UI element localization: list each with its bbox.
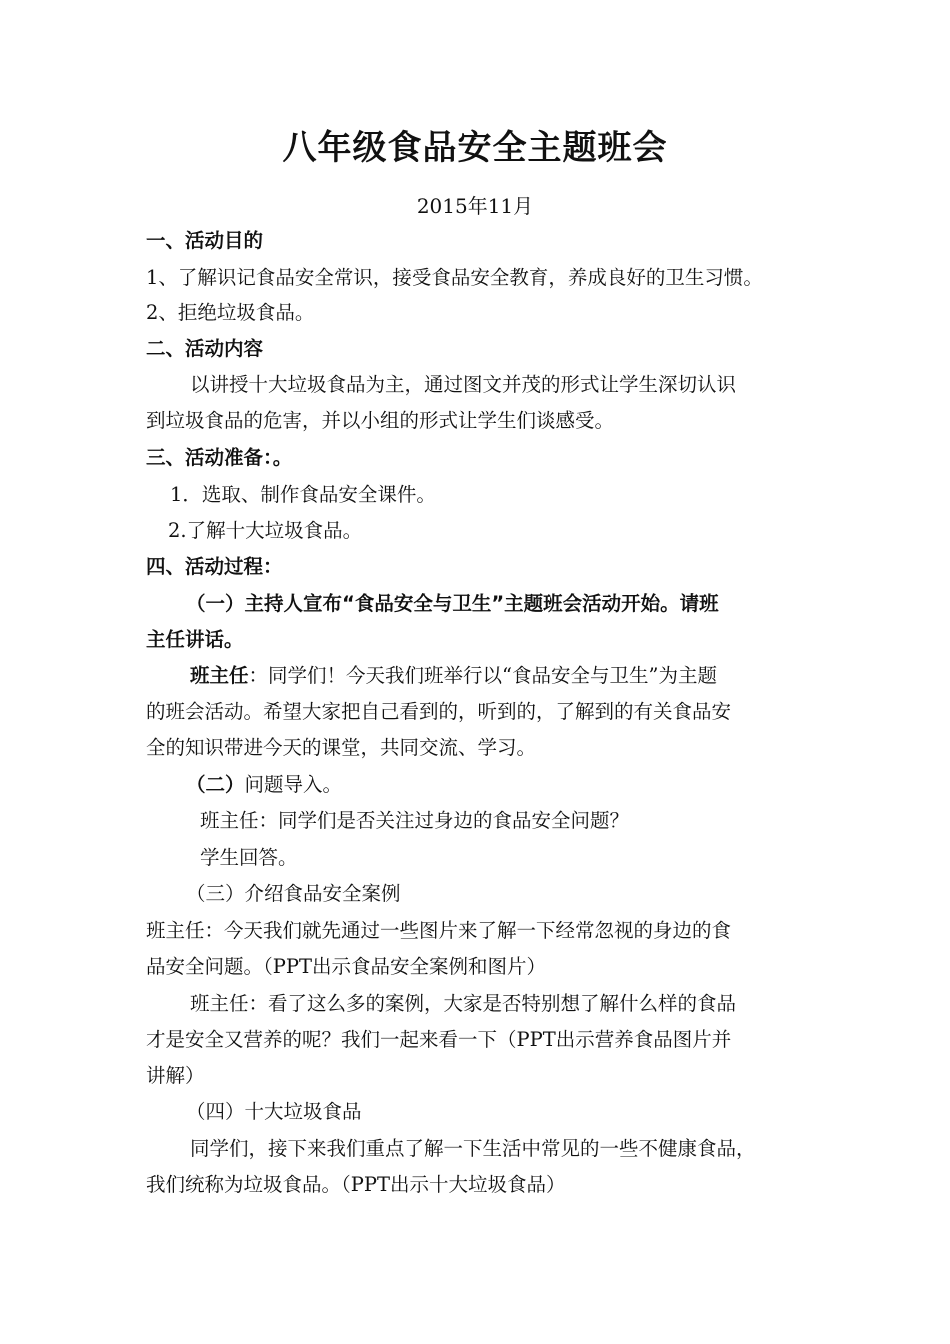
speaker-text: ：同学们！今天我们班举行以“食品安全与卫生”为主题	[248, 664, 717, 687]
paragraph-line: 同学们，接下来我们重点了解一下生活中常见的一些不健康食品，	[190, 1137, 756, 1160]
list-item: 2.了解十大垃圾食品。	[168, 519, 363, 542]
paragraph-line	[190, 661, 717, 691]
paragraph-line: 才是安全又营养的呢？我们一起来看一下（PPT出示营养食品图片并	[146, 1028, 732, 1051]
paragraph-line: 班主任：同学们是否关注过身边的食品安全问题？	[200, 809, 630, 832]
paragraph-line: 班主任：看了这么多的案例，大家是否特别想了解什么样的食品	[190, 992, 737, 1015]
paragraph-line: 主任讲话。	[146, 628, 244, 651]
paragraph-line: 到垃圾食品的危害，并以小组的形式让学生们谈感受。	[146, 409, 615, 432]
paragraph-line: 学生回答。	[200, 846, 298, 869]
section-heading-preparation: 三、活动准备：。	[146, 446, 293, 469]
subsection-number: （二）	[186, 773, 245, 796]
speaker-label: 班主任	[190, 664, 249, 687]
paragraph-line: 的班会活动。希望大家把自己看到的，听到的，了解到的有关食品安	[146, 700, 732, 723]
paragraph-line: 我们统称为垃圾食品。（PPT出示十大垃圾食品）	[146, 1173, 566, 1196]
paragraph-line: 班主任：今天我们就先通过一些图片来了解一下经常忽视的身边的食	[146, 919, 732, 942]
document-title: 八年级食品安全主题班会	[282, 128, 668, 168]
paragraph-line: 品安全问题。（PPT出示食品安全案例和图片）	[146, 955, 546, 978]
list-item: 1．选取、制作食品安全课件。	[170, 483, 436, 506]
paragraph-line: 2、拒绝垃圾食品。	[146, 301, 315, 324]
subsection-title: 问题导入。	[244, 773, 343, 796]
document-date: 2015年11月	[416, 194, 534, 218]
paragraph-line: （三）介绍食品安全案例	[186, 882, 401, 905]
paragraph-line: 以讲授十大垃圾食品为主，通过图文并茂的形式让学生深切认识	[190, 373, 737, 396]
paragraph-line: 全的知识带进今天的课堂，共同交流、学习。	[146, 736, 537, 759]
paragraph-line: （一）主持人宣布“食品安全与卫生”主题班会活动开始。请班	[186, 592, 719, 615]
section-heading-purpose: 一、活动目的	[146, 229, 264, 252]
paragraph-line: 1、了解识记食品安全常识，接受食品安全教育，养成良好的卫生习惯。	[146, 266, 763, 289]
section-heading-process: 四、活动过程：	[146, 555, 283, 578]
paragraph-line: 讲解）	[146, 1064, 205, 1087]
paragraph-line: （四）十大垃圾食品	[186, 1100, 362, 1123]
paragraph-line	[186, 770, 342, 800]
section-heading-content: 二、活动内容	[146, 337, 264, 360]
